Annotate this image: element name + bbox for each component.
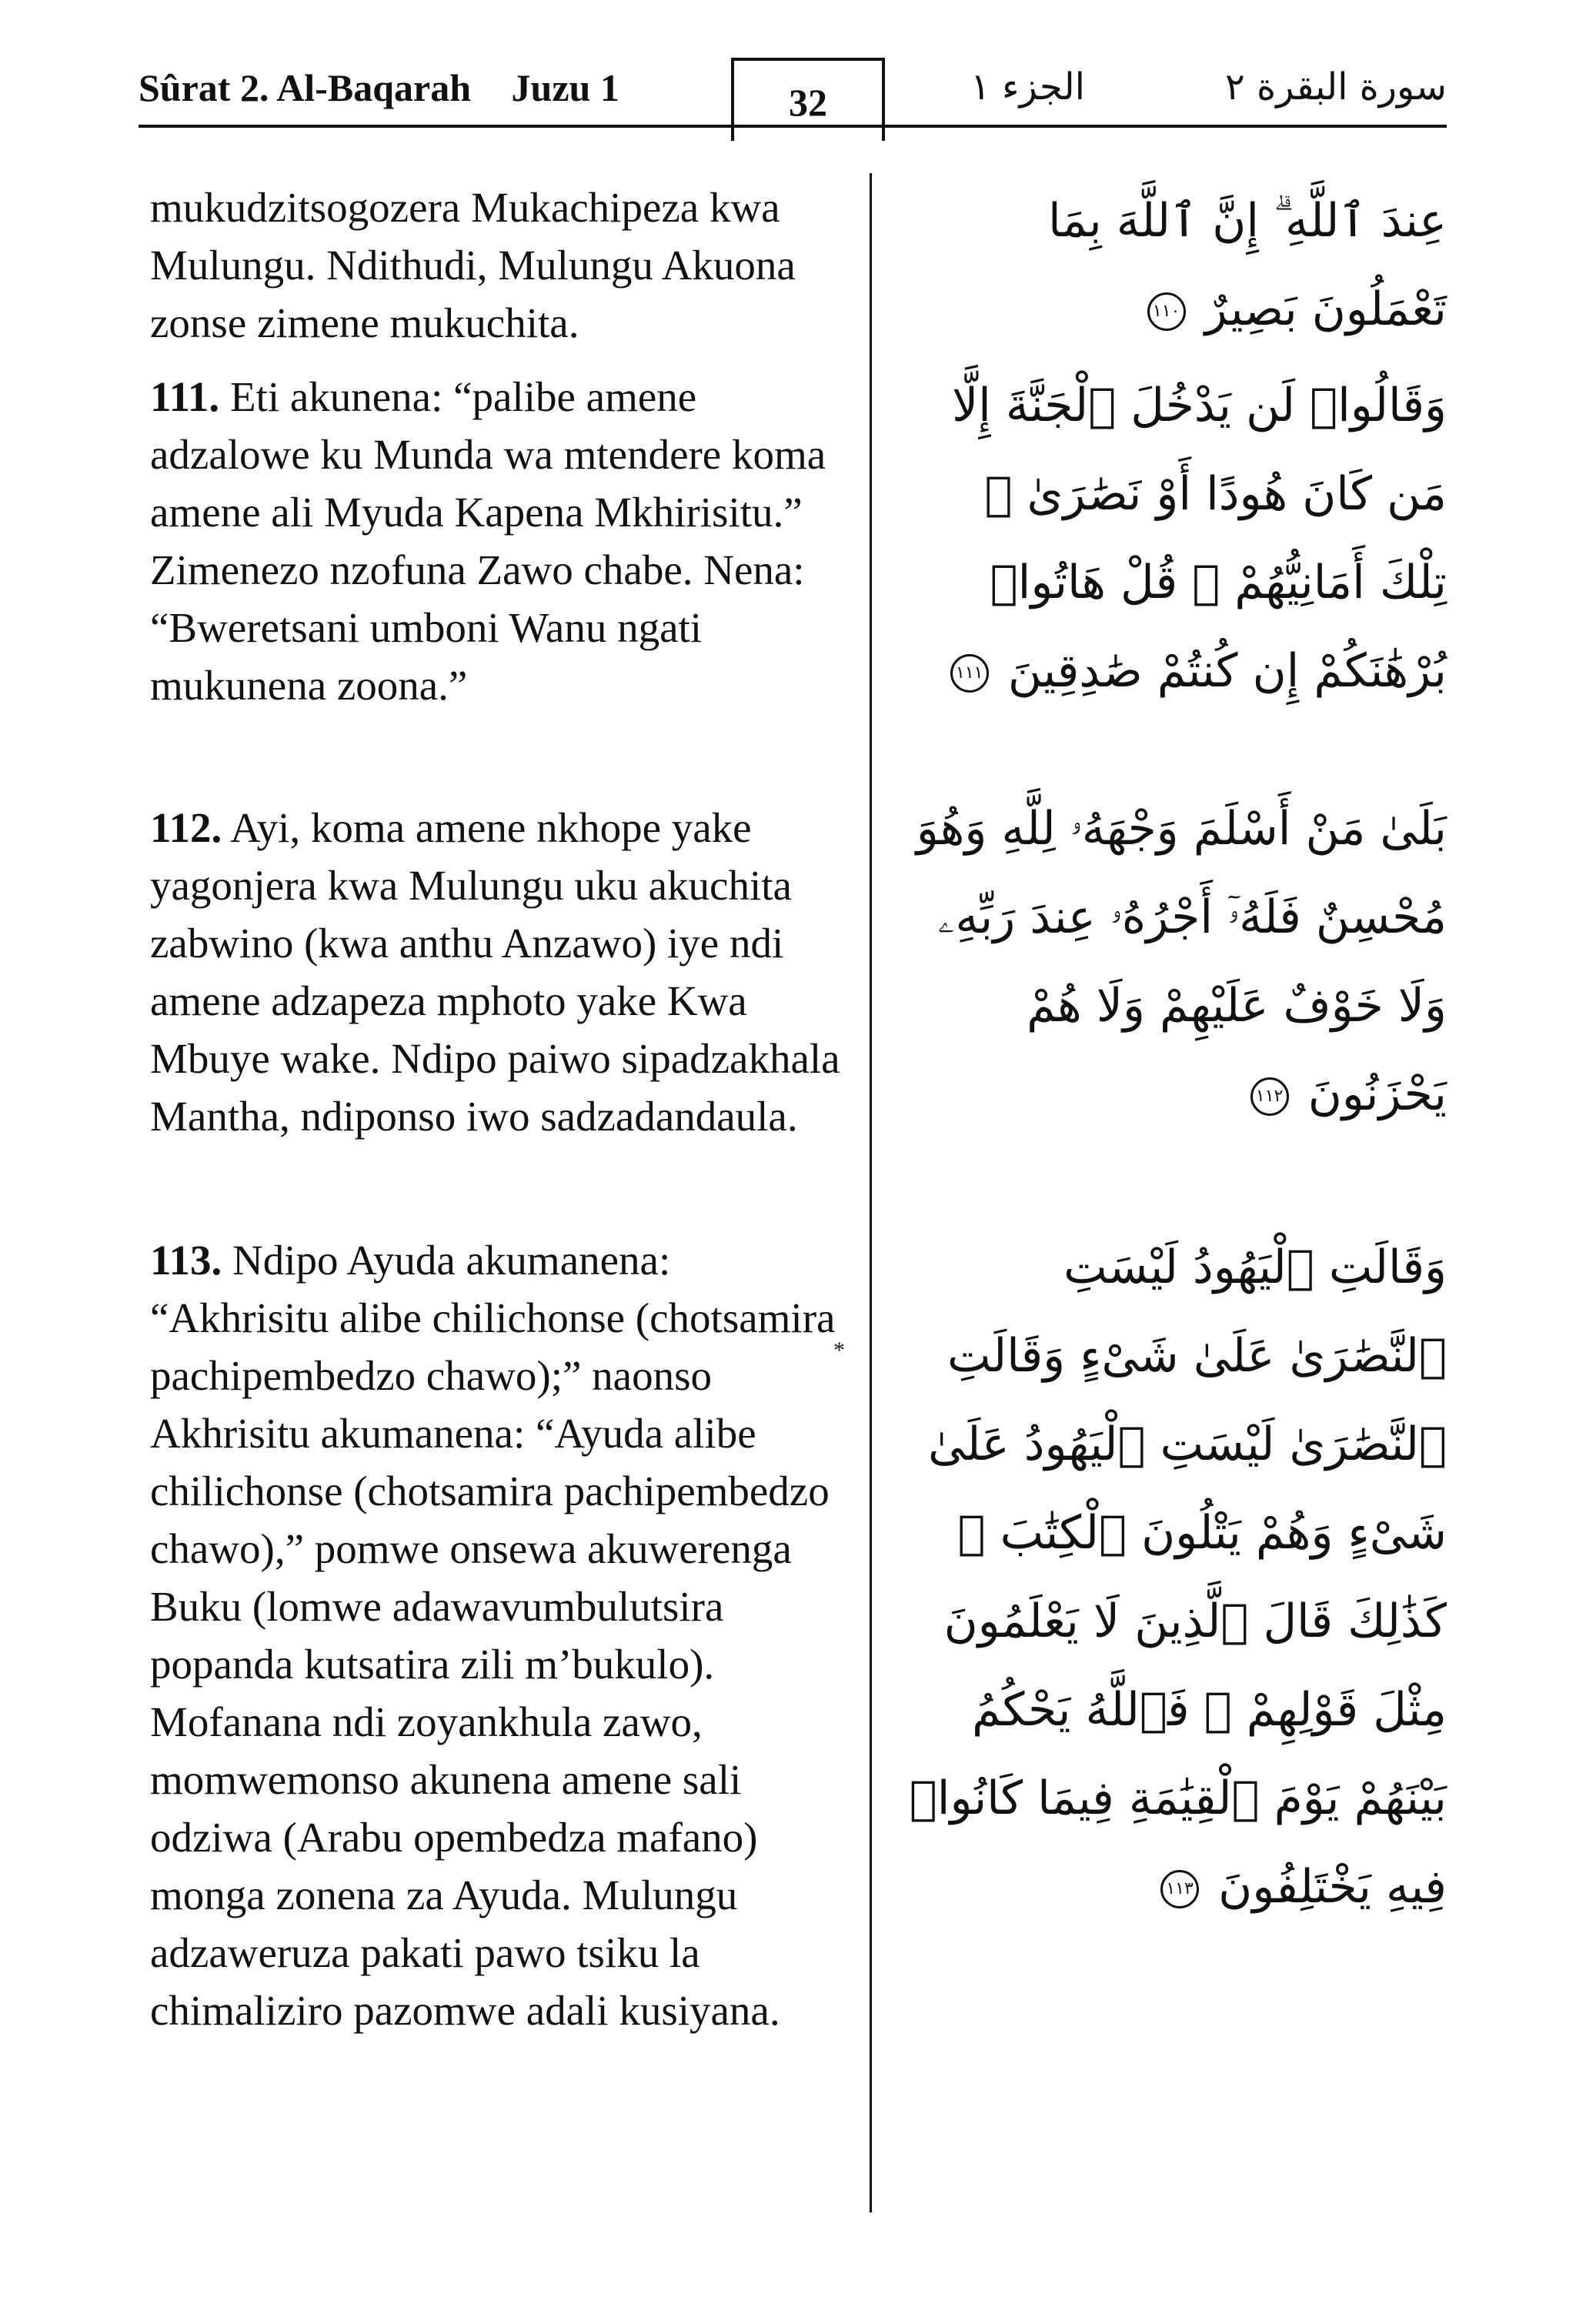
verse-112-arabic: [908, 785, 1447, 1139]
verse-text: Ndipo Ayuda akumanena: “Akhrisitu alibe chilichonse (chotsamira pachipembedzo chawo);” naonso Akhrisitu akumanena: “Ayuda alibe chilichonse (chotsamira pachipembedzo chawo),” pomwe onsewa akuwerenga Buku (lomwe adawavumbulutsira popanda kutsatira zili m’bukulo). Mofanana ndi zoyankhula zawo, momwemonso akunena amene sali odziwa (Arabu opembedza mafano) monga zonena za Ayuda. Mulungu adzaweruza pakati pawo tsiku la chimaliziro pazomwe adali kusiyana.: [150, 1237, 836, 2034]
ayah-marker: ١١٢: [1250, 1077, 1289, 1116]
verse-number: 111.: [150, 373, 220, 420]
surah-title-en: Sûrat 2. Al-Baqarah: [139, 66, 472, 109]
verse-111-translation: [150, 368, 854, 714]
ayah-marker: ١١٣: [1160, 1870, 1199, 1908]
arabic-text: عِندَ ٱللَّهِ ۗ إِنَّ ٱللَّهَ بِمَا تَعْمَلُونَ بَصِيرٌ: [1047, 194, 1447, 336]
verse-text: Eti akunena: “palibe amene adzalowe ku Munda wa mtendere koma amene ali Myuda Kapena Mkhirisitu.” Zimenezo nzofuna Zawo chabe. Nena: “Bweretsani umboni Wanu ngati mukunena zoona.”: [150, 373, 826, 709]
verse-number: 112.: [150, 804, 222, 851]
verse-text: Ayi, koma amene nkhope yake yagonjera kwa Mulungu uku akuchita zabwino (kwa anthu Anzawo) iye ndi amene adzapeza mphoto yake Kwa Mbuye wake. Ndipo paiwo sipadzakhala Mantha, ndiponso iwo sadzadandaula.: [150, 804, 840, 1140]
ayah-marker: ١١١: [950, 654, 989, 693]
header-rule: [139, 125, 1447, 128]
header-left: [139, 65, 619, 110]
ayah-marker: ١١٠: [1147, 292, 1186, 331]
verse-number: 113.: [150, 1237, 222, 1284]
page-number: 32: [731, 58, 885, 141]
column-divider: [870, 173, 872, 2212]
arabic-text: وَقَالُوا۟ لَن يَدْخُلَ ٱلْجَنَّةَ إِلَّا مَن كَانَ هُودًا أَوْ نَصَٰرَىٰ ۗ تِلْكَ أَمَانِيُّهُمْ ۗ قُلْ هَاتُوا۟ بُرْهَٰنَكُمْ إِن كُنتُمْ صَٰدِقِينَ: [951, 379, 1447, 698]
header-right: [970, 65, 1447, 109]
verse-113-arabic: [908, 1224, 1447, 1932]
surah-title-ar: سورة البقرة ٢: [1225, 65, 1447, 109]
arabic-text: بَلَىٰ مَنْ أَسْلَمَ وَجْهَهُۥ لِلَّهِ وَهُوَ مُحْسِنٌ فَلَهُۥٓ أَجْرُهُۥ عِندَ رَبِّهِۦ وَلَا خَوْفٌ عَلَيْهِمْ وَلَا هُمْ يَحْزَنُونَ: [916, 802, 1447, 1121]
juzu-label-en: Juzu 1: [511, 66, 619, 109]
continuation-translation: mukudzitsogozera Mukachipeza kwa Mulungu. Ndithudi, Mulungu Akuona zonse zimene mukuchita.: [150, 184, 796, 346]
verse-111-arabic: [908, 362, 1447, 716]
verse-112-translation: [150, 799, 854, 1145]
margin-mark: *: [833, 1337, 845, 1363]
arabic-text: وَقَالَتِ ٱلْيَهُودُ لَيْسَتِ ٱلنَّصَٰرَىٰ عَلَىٰ شَىْءٍ وَقَالَتِ ٱلنَّصَٰرَىٰ لَيْسَتِ ٱلْيَهُودُ عَلَىٰ شَىْءٍ وَهُمْ يَتْلُونَ ٱلْكِتَٰبَ ۗ كَذَٰلِكَ قَالَ ٱلَّذِينَ لَا يَعْلَمُونَ مِثْلَ قَوْلِهِمْ ۚ فَٱللَّهُ يَحْكُمُ بَيْنَهُمْ يَوْمَ ٱلْقِيَٰمَةِ فِيمَا كَانُوا۟ فِيهِ يَخْتَلِفُونَ: [909, 1240, 1447, 1914]
verse-113-translation: [150, 1231, 854, 2039]
continuation-arabic: [908, 177, 1447, 354]
juz-label-ar: الجزء ١: [970, 65, 1085, 109]
